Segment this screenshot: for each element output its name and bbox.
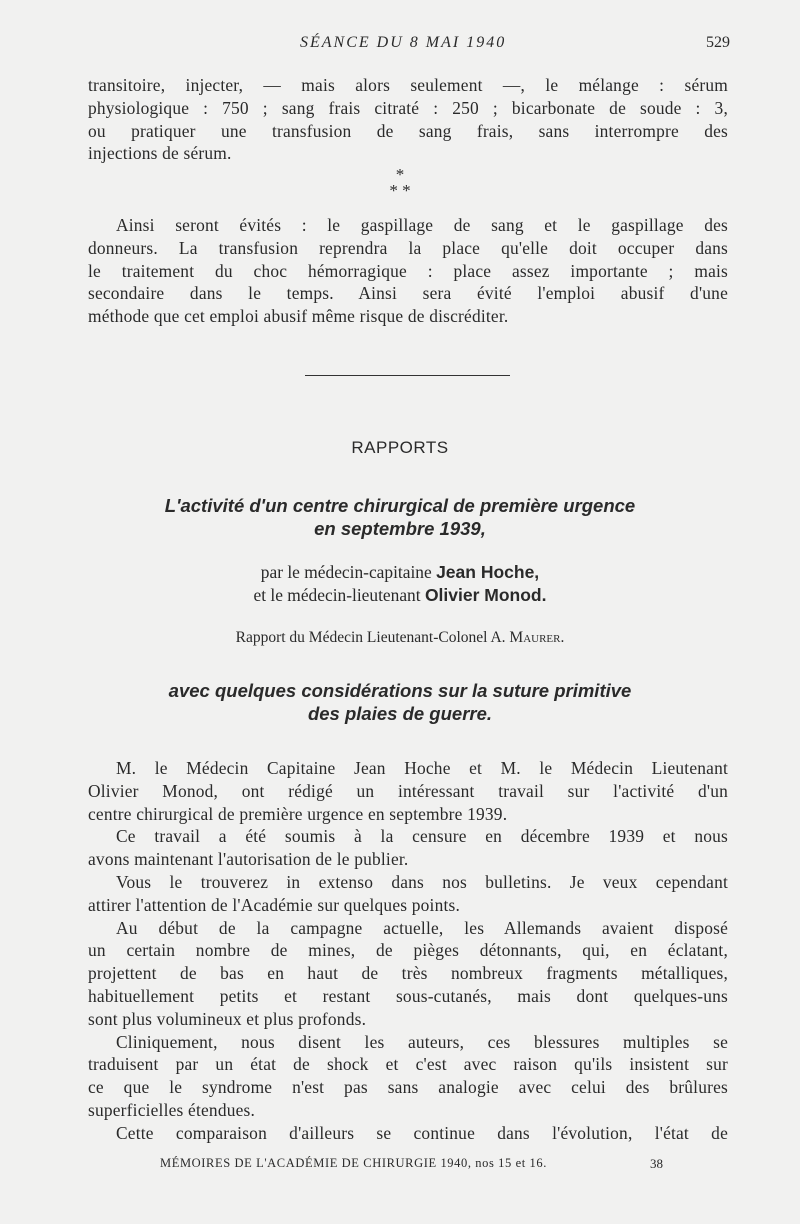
text-line: Cette comparaison d'ailleurs se continue dans l'évolution, l'état de [116,1122,728,1143]
author-line-2 [0,584,800,607]
text-line: le traitement du choc hémorragique : place assez importante ; mais [88,260,728,281]
text-line: sont plus volumineux et plus profonds. [88,1008,367,1029]
text-line: Ainsi seront évités : le gaspillage de sang et le gaspillage des [116,215,728,235]
article-subtitle-line: des plaies de guerre. [307,703,493,724]
asterism-bottom: * * [389,181,411,200]
author-prefix: et le médecin-lieutenant [253,585,421,605]
text-line: M. le Médecin Capitaine Jean Hoche et M. le Médecin Lieutenant [116,758,728,778]
text-line: superficielles étendues. [88,1099,256,1120]
text-line: centre chirurgical de première urgence en septembre 1939. [88,803,508,824]
text-line: Cliniquement, nous disent les auteurs, ces blessures multiples se [116,1031,728,1052]
author-prefix: par le médecin-capitaine [260,562,432,582]
text-line: Olivier Monod, ont rédigé un intéressant travail sur l'activité d'un [88,780,728,801]
article-subtitle-line: avec quelques considérations sur la suture primitive [168,680,632,701]
text-line: méthode que cet emploi abusif même risque de discréditer. [88,306,509,327]
sheet-number: 38 [650,1156,663,1171]
article-title [0,494,800,540]
report-prefix: Rapport du Médecin Lieutenant-Colonel A. [235,629,506,646]
running-title: SÉANCE DU 8 MAI 1940 [300,34,507,51]
text-line: habituellement petits et restant sous-cutanés, mais dont quelques-uns [88,985,728,1006]
page-footer [0,1156,800,1176]
text-line: physiologique : 750 ; sang frais citraté : 250 ; bicarbonate de soude : 3, [88,97,728,118]
text-line: injections de sérum. [88,143,232,164]
text-line: attirer l'attention de l'Académie sur quelques points. [88,894,461,915]
continuation-paragraph [88,74,728,165]
report-body [88,757,728,1145]
text-line: secondaire dans le temps. Ainsi sera évité l'emploi abusif d'une [88,283,728,304]
author-name: Olivier Monod. [424,585,547,605]
asterism-top: * [395,165,405,184]
journal-citation: MÉMOIRES DE L'ACADÉMIE DE CHIRURGIE 1940, nos 15 et 16. [160,1156,547,1170]
text-line: ou pratiquer une transfusion de sang frais, sans interrompre des [88,120,728,141]
text-line: ce que le syndrome n'est pas sans analogie avec celui des brûlures [88,1077,728,1098]
section-divider [305,375,510,376]
text-line: transitoire, injecter, — mais alors seulement —, le mélange : sérum [88,75,728,95]
report-attribution [0,629,800,647]
running-header [0,34,800,58]
author-line-1 [0,561,800,584]
page-number: 529 [706,34,730,51]
text-line: avons maintenant l'autorisation de le publier. [88,849,409,870]
text-line: un certain nombre de mines, de pièges détonnants, qui, en éclatant, [88,940,728,961]
reporter-name: Maurer. [509,629,565,646]
text-line: traduisent par un état de shock et c'est avec raison qu'ils insistent sur [88,1054,728,1075]
author-name: Jean Hoche, [436,562,540,582]
article-title-line: L'activité d'un centre chirurgical de première urgence [164,495,636,516]
section-heading: RAPPORTS [351,438,449,457]
text-line: Au début de la campagne actuelle, les Allemands avaient disposé [116,917,728,938]
text-line: Ce travail a été soumis à la censure en décembre 1939 et nous [116,826,728,847]
text-line: Vous le trouverez in extenso dans nos bulletins. Je veux cependant [116,871,728,892]
conclusion-paragraph [88,214,728,328]
text-line: donneurs. La transfusion reprendra la place qu'elle doit occuper dans [88,237,728,258]
text-line: projettent de bas en haut de très nombreux fragments métalliques, [88,963,728,984]
article-title-line: en septembre 1939, [314,518,486,539]
article-subtitle [0,679,800,725]
